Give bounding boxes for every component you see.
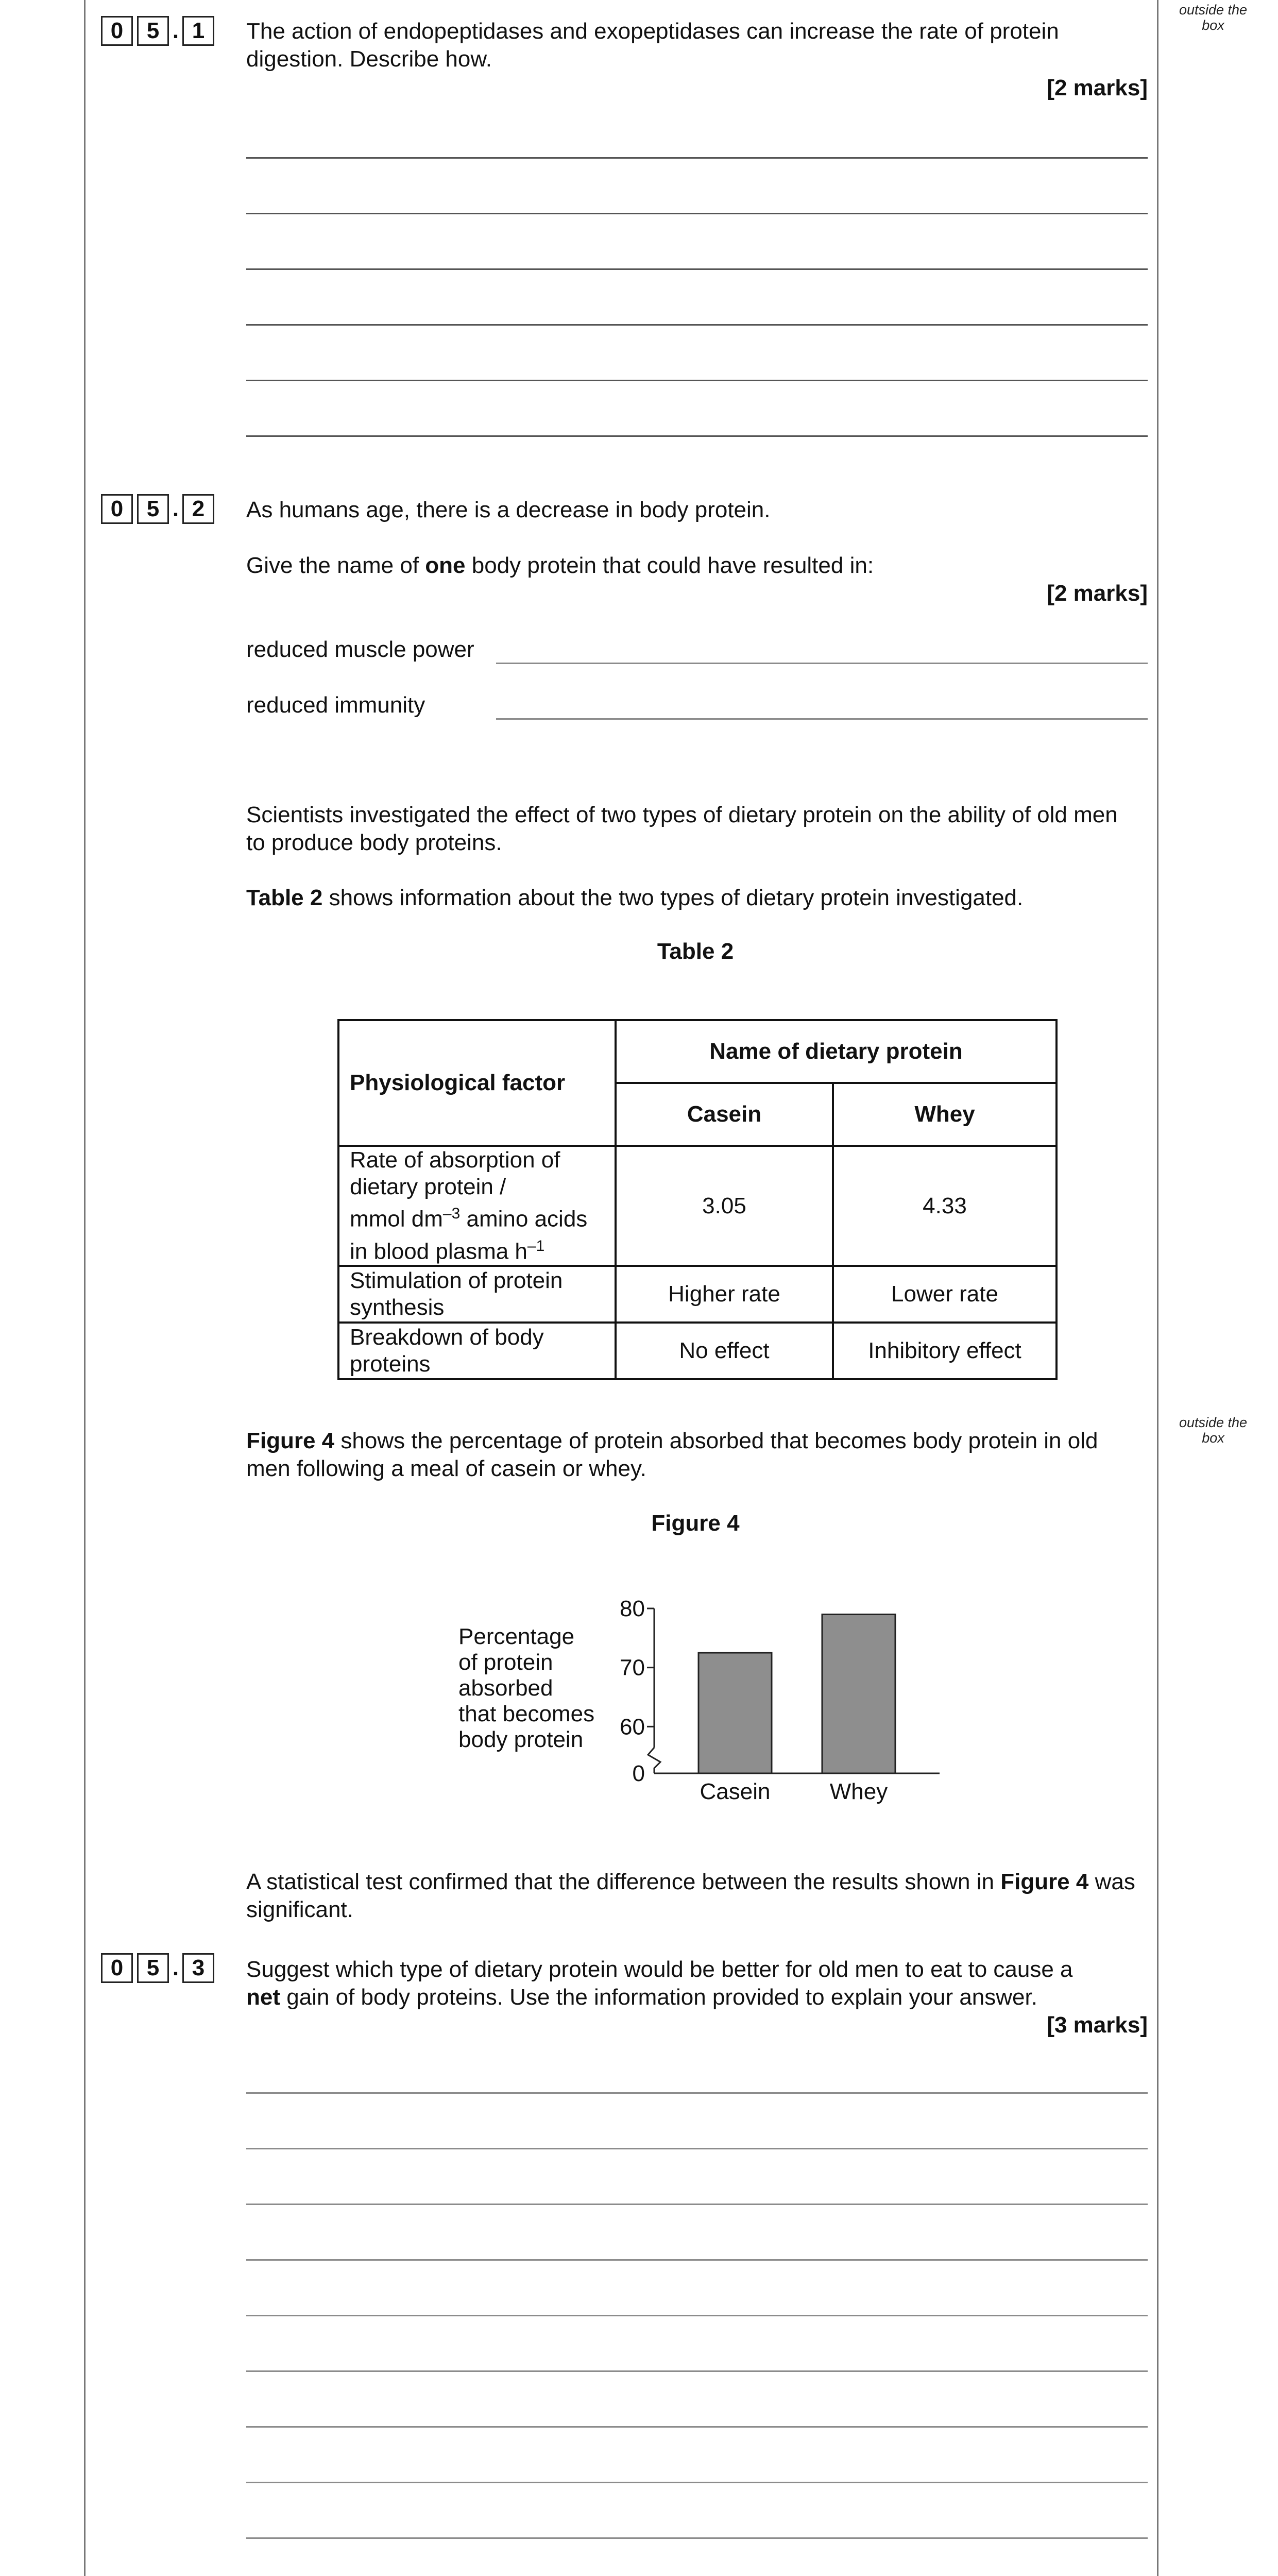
answer-line[interactable] xyxy=(246,2426,1148,2428)
question-emphasis: net xyxy=(246,1985,280,2010)
margin-note-top: outside the box xyxy=(1179,2,1248,33)
question-line xyxy=(246,1984,1153,2011)
cell-casein-absorption: 3.05 xyxy=(616,1146,833,1266)
table-caption: Table 2 xyxy=(657,939,734,964)
row-label-line: Rate of absorption of xyxy=(350,1147,560,1173)
header-casein: Casein xyxy=(616,1083,833,1146)
qnum-digit: 0 xyxy=(101,16,133,46)
unit-text: in blood plasma h xyxy=(350,1239,527,1264)
table-intro-paragraph xyxy=(246,884,1132,912)
qnum-digit: 3 xyxy=(182,1953,214,1983)
header-name-of-dietary-protein: Name of dietary protein xyxy=(616,1020,1057,1083)
answer-line[interactable] xyxy=(246,380,1148,381)
question-text: gain of body proteins. Use the information provided to explain your answer. xyxy=(280,1985,1037,2010)
answer-line-immunity[interactable] xyxy=(496,718,1148,720)
cell-whey-breakdown: Inhibitory effect xyxy=(833,1323,1057,1379)
figure-4-chart xyxy=(443,1577,989,1814)
instruction-text: body protein that could have resulted in: xyxy=(465,553,874,578)
chart-y-tick-label: 0 xyxy=(632,1761,645,1786)
row-label-protein-breakdown: Breakdown of body proteins xyxy=(338,1323,616,1379)
unit-text: amino acids xyxy=(460,1206,588,1232)
question-text-05-3 xyxy=(246,1956,1153,2011)
question-line: Suggest which type of dietary protein would be better for old men to eat to cause a xyxy=(246,1957,1073,1982)
qnum-digit: 0 xyxy=(101,494,133,524)
answer-line[interactable] xyxy=(246,2204,1148,2205)
chart-axis-break xyxy=(648,1748,660,1773)
question-text-05-1: The action of endopeptidases and exopeptidases can increase the rate of protein digestion. Describe how. xyxy=(246,19,1059,72)
question-text-05-2: As humans age, there is a decrease in body protein. xyxy=(246,497,771,522)
answer-line[interactable] xyxy=(246,2092,1148,2094)
qnum-digit: 2 xyxy=(182,494,214,524)
y-axis-label-line: that becomes xyxy=(458,1701,595,1726)
answer-label-muscle-power: reduced muscle power xyxy=(246,637,474,662)
qnum-digit: 5 xyxy=(137,1953,169,1983)
unit-text: mmol dm xyxy=(350,1206,443,1232)
table-2 xyxy=(337,1019,1058,1380)
header-text: Physiological factor xyxy=(350,1070,566,1095)
cell-whey-absorption: 4.33 xyxy=(833,1146,1057,1266)
table-reference: Table 2 xyxy=(246,885,323,910)
qnum-digit: 0 xyxy=(101,1953,133,1983)
cell-casein-breakdown: No effect xyxy=(616,1323,833,1379)
cell-whey-synthesis: Lower rate xyxy=(833,1266,1057,1323)
answer-label-immunity: reduced immunity xyxy=(246,692,425,718)
statistical-test-note xyxy=(246,1868,1143,1924)
answer-line[interactable] xyxy=(246,2370,1148,2372)
chart-y-tick-label: 70 xyxy=(620,1655,645,1681)
qnum-dot: . xyxy=(172,1955,179,1980)
intro-paragraph: Scientists investigated the effect of two types of dietary protein on the ability of old men to produce body proteins. xyxy=(246,802,1118,855)
answer-line[interactable] xyxy=(246,435,1148,437)
y-axis-label-line: absorbed xyxy=(458,1675,553,1701)
answer-line[interactable] xyxy=(246,324,1148,326)
figure-caption: Figure 4 xyxy=(651,1511,740,1536)
answer-line[interactable] xyxy=(246,2315,1148,2316)
marks-05-3: [3 marks] xyxy=(1047,2012,1148,2038)
answer-line[interactable] xyxy=(246,213,1148,214)
unit-exponent: –1 xyxy=(527,1237,545,1255)
chart-bar-casein xyxy=(698,1653,772,1773)
question-instruction-05-2 xyxy=(246,552,1122,580)
question-number-05-3 xyxy=(101,1953,214,1984)
table-intro-text: shows information about the two types of dietary protein investigated. xyxy=(322,885,1024,910)
left-margin-rule xyxy=(84,0,86,2576)
question-number-05-1 xyxy=(101,15,214,46)
chart-x-tick-label: Whey xyxy=(829,1779,888,1804)
question-number-05-2 xyxy=(101,494,214,524)
chart-y-tick-label: 60 xyxy=(620,1714,645,1740)
qnum-digit: 5 xyxy=(137,494,169,524)
answer-line[interactable] xyxy=(246,2259,1148,2261)
unit-exponent: –3 xyxy=(442,1205,461,1222)
qnum-dot: . xyxy=(172,496,179,521)
note-text: A statistical test confirmed that the difference between the results shown in xyxy=(246,1869,1001,1894)
answer-line[interactable] xyxy=(246,2482,1148,2483)
row-label-absorption-rate xyxy=(338,1146,616,1266)
answer-line[interactable] xyxy=(246,2148,1148,2149)
y-axis-label-line: of protein xyxy=(458,1650,553,1675)
header-whey: Whey xyxy=(833,1083,1057,1146)
y-axis-label-line: body protein xyxy=(458,1727,584,1752)
instruction-emphasis: one xyxy=(425,553,466,578)
figure-reference: Figure 4 xyxy=(246,1428,335,1453)
chart-y-tick-label: 80 xyxy=(620,1596,645,1621)
qnum-digit: 1 xyxy=(182,16,214,46)
instruction-text: Give the name of xyxy=(246,553,425,578)
figure-intro-text: shows the percentage of protein absorbed that becomes body protein in old men following a meal of casein or whey. xyxy=(246,1428,1098,1481)
header-physiological-factor xyxy=(338,1020,616,1146)
marks-05-1: [2 marks] xyxy=(1047,75,1148,100)
row-label-line xyxy=(350,1233,604,1265)
chart-plot-area xyxy=(443,1577,989,1814)
answer-line-muscle-power[interactable] xyxy=(496,663,1148,664)
chart-bar-whey xyxy=(822,1614,895,1773)
qnum-dot: . xyxy=(172,18,179,43)
note-emphasis: Figure 4 xyxy=(1000,1869,1089,1894)
answer-line[interactable] xyxy=(246,2537,1148,2539)
marks-05-2: [2 marks] xyxy=(1047,581,1148,606)
cell-casein-synthesis: Higher rate xyxy=(616,1266,833,1323)
margin-note-middle: outside the box xyxy=(1179,1415,1248,1446)
answer-line[interactable] xyxy=(246,268,1148,270)
answer-line[interactable] xyxy=(246,157,1148,159)
right-margin-rule xyxy=(1157,0,1158,2576)
row-label-protein-synthesis: Stimulation of protein synthesis xyxy=(338,1266,616,1323)
row-label-line xyxy=(350,1200,604,1233)
figure-intro-paragraph xyxy=(246,1427,1132,1483)
qnum-digit: 5 xyxy=(137,16,169,46)
chart-x-tick-label: Casein xyxy=(700,1779,771,1804)
note-text: was significant. xyxy=(246,1869,1135,1922)
row-label-line: dietary protein / xyxy=(350,1174,506,1199)
y-axis-label-line: Percentage xyxy=(458,1624,575,1649)
